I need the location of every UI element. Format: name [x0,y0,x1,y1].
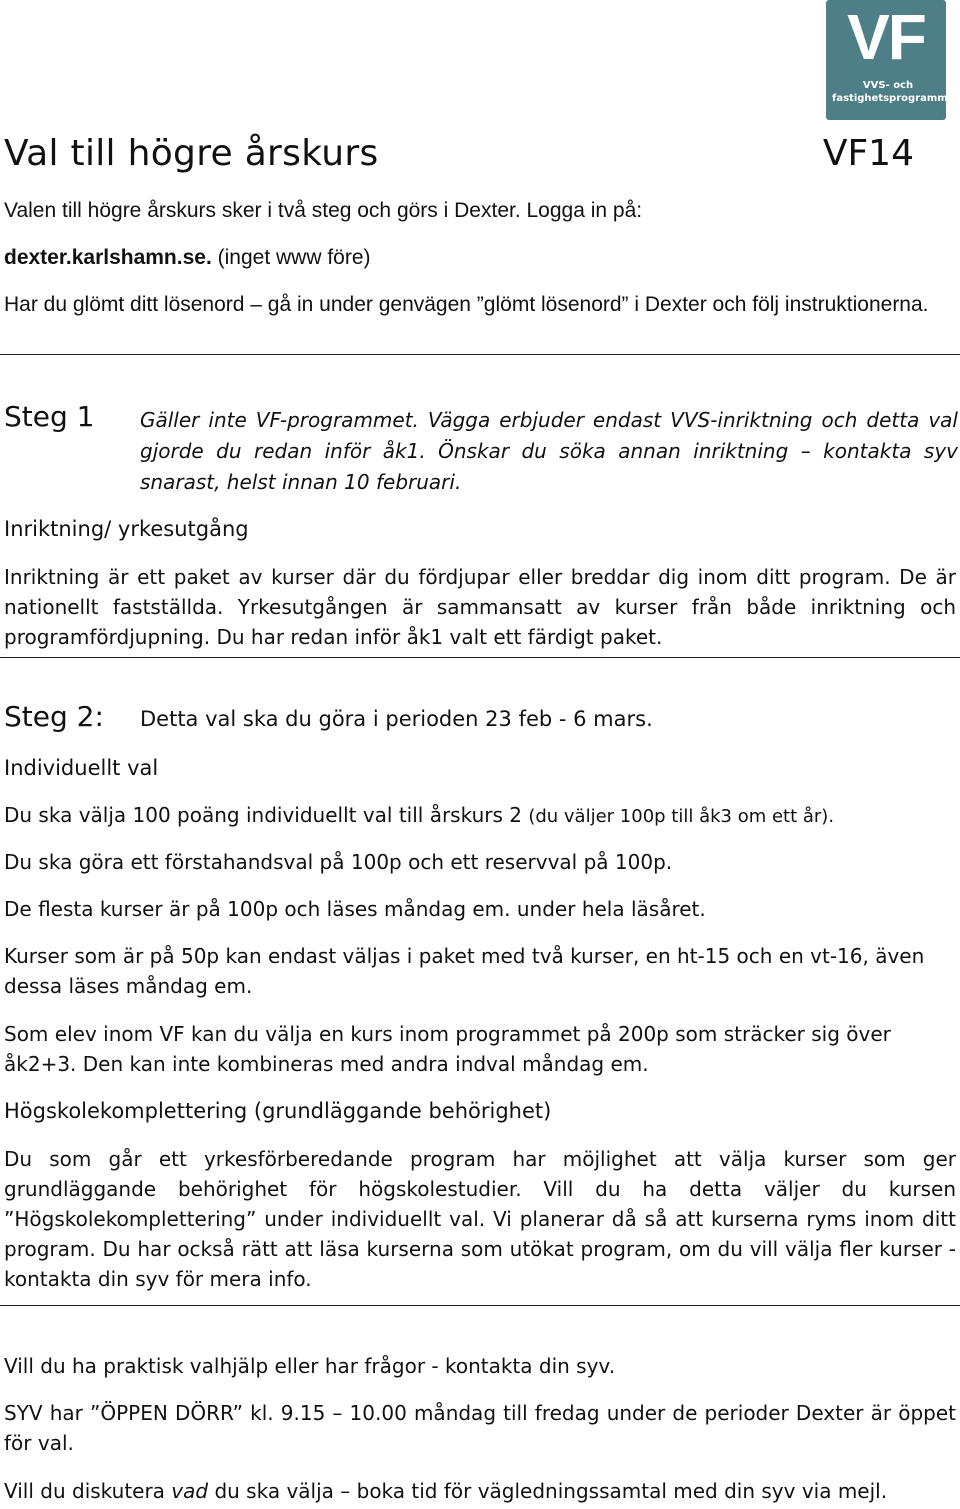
step2-points [4,800,956,832]
logo-mark: VF [847,1,925,73]
url-note: (inget www före) [211,246,371,269]
step1-heading: Steg 1 [4,400,95,433]
dexter-url-link[interactable]: dexter.karlshamn.se. [4,246,212,269]
step2-50p: Kurser som är på 50p kan endast väljas i paket med två kurser, en ht-15 och en vt-16, även dessa läses måndag em. [4,944,925,998]
discuss-line [4,1476,956,1506]
page-title: Val till högre årskurs [4,133,379,174]
divider [0,354,960,355]
help-line: Vill du ha praktisk valhjälp eller har frågor - kontakta din syv. [4,1354,616,1378]
intro-line: Valen till högre årskurs sker i två steg och görs i Dexter. Logga in på: [4,199,643,222]
step2-heading: Steg 2: [4,700,104,733]
dexter-url-line [4,243,956,273]
program-code: VF14 [822,133,914,174]
vf-logo [826,0,960,120]
step2-reserve: Du ska göra ett förstahandsval på 100p och ett reservval på 100p. [4,850,673,874]
divider [0,1305,960,1306]
step2-200p: Som elev inom VF kan du välja en kurs inom programmet på 200p som sträcker sig över åk2+3. Den kan inte kombineras med andra indval måndag em. [4,1022,891,1076]
logo-line-2: fastighetsprogrammet [832,93,960,104]
password-instructions: Har du glömt ditt lösenord – gå in under genvägen ”glömt lösenord” i Dexter och följ instruktionerna. [4,293,929,316]
step2-points-note: (du väljer 100p till åk3 om ett år). [528,806,835,827]
step2-period: Detta val ska du göra i perioden 23 feb - 6 mars. [140,707,653,731]
logo-line-1: VVS- och [862,80,914,91]
step1-body: Inriktning är ett paket av kurser där du fördjupar eller breddar dig inom ditt program. De är nationellt fastställda. Yrkesutgången är sammansatt av kurser från både inriktning och programfördjupning. Du har redan inför åk1 valt ett färdigt paket. [4,565,956,649]
open-door-line: SYV har ”ÖPPEN DÖRR” kl. 9.15 – 10.00 måndag till fredag under de perioder Dexter är öppet för val. [4,1401,956,1455]
discuss-pre: Vill du diskutera [4,1479,172,1503]
step2-courses: De flesta kurser är på 100p och läses måndag em. under hela läsåret. [4,897,706,921]
divider [0,657,960,658]
hk-body: Du som går ett yrkesförberedande program har möjlighet att välja kurser som ger grundläggande behörighet för högskolestudier. Vill du ha detta väljer du kursen ”Högskolekomplettering” under individuellt val. Vi planerar då så att kurserna ryms inom ditt program. Du har också rätt att läsa kurserna som utökat program, om du vill välja fler kurser - kontakta din syv för mera info. [4,1147,956,1291]
discuss-emphasis: vad [171,1479,209,1503]
hk-heading: Högskolekomplettering (grundläggande behörighet) [4,1099,552,1123]
step1-subheading: Inriktning/ yrkesutgång [4,517,249,541]
discuss-post: du ska välja – boka tid för vägledningssamtal med din syv via mejl. [208,1479,888,1503]
step1-note: Gäller inte VF-programmet. Vägga erbjuder endast VVS-inriktning och detta val gjorde du redan inför åk1. Önskar du söka annan inriktning – kontakta syv snarast, helst innan 10 februari. [140,408,958,494]
step2-points-main: Du ska välja 100 poäng individuellt val till årskurs 2 [4,803,529,827]
step2-subheading: Individuellt val [4,756,159,780]
